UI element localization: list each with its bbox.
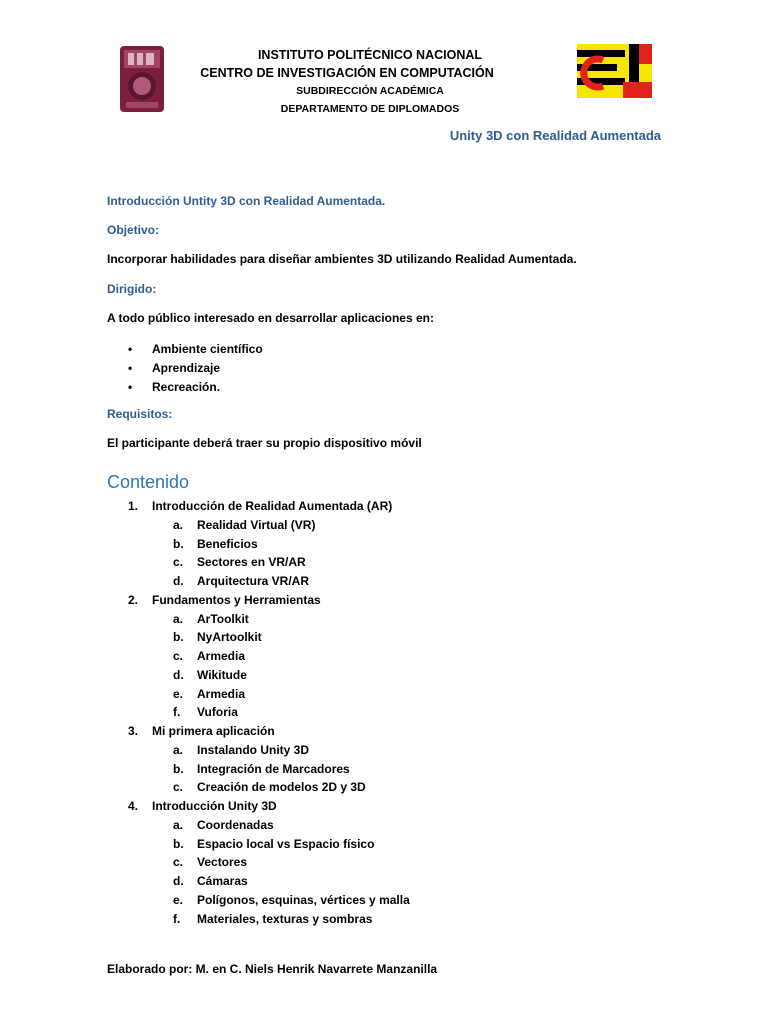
institution-header [180, 46, 560, 118]
audience-text: A todo público interesado en desarrollar aplicaciones en: [107, 311, 434, 325]
subitem-text: ArToolkit [197, 611, 249, 626]
contents-subitem [128, 835, 410, 854]
contents-section [128, 497, 410, 516]
subitem-letter: e. [173, 686, 184, 701]
contents-section [128, 722, 410, 741]
contents-subitem [128, 572, 410, 591]
audience-list [128, 340, 263, 397]
list-item: • Recreación. [128, 378, 263, 397]
contents-subitem [128, 760, 410, 779]
cic-logo [577, 44, 652, 98]
section-number: 1. [128, 499, 139, 513]
subitem-text: Vuforia [197, 705, 238, 720]
section-title: Introducción Unity 3D [152, 799, 277, 813]
subitem-text: Armedia [197, 649, 246, 663]
intro-heading: Introducción Untity 3D con Realidad Aumentada. [107, 194, 386, 208]
subitem-letter: f. [173, 705, 181, 720]
subitem-text: Armedia [197, 686, 246, 701]
contents-subitem [128, 666, 410, 685]
subitem-text: Coordenadas [197, 817, 274, 832]
subitem-letter: c. [173, 780, 184, 795]
subitem-text: Wikitude [197, 667, 247, 682]
contents-section [128, 797, 410, 816]
subitem-text: Espacio local vs Espacio físico [197, 836, 375, 851]
section-title: Introducción de Realidad Aumentada (AR) [152, 499, 393, 513]
list-item: • Ambiente científico [128, 340, 263, 359]
contents-list [128, 497, 410, 928]
contents-subitem [128, 778, 410, 797]
section-number: 2. [128, 592, 139, 607]
contents-subitem [128, 703, 410, 722]
subitem-letter: a. [173, 611, 184, 626]
subitem-letter: a. [173, 817, 184, 832]
subitem-text: Arquitectura VR/AR [197, 574, 310, 588]
subitem-text: Instalando Unity 3D [197, 742, 310, 757]
section-title: Fundamentos y Herramientas [152, 592, 321, 607]
subitem-letter: c. [173, 855, 184, 870]
institution-name: INSTITUTO POLITÉCNICO NACIONAL [257, 48, 483, 62]
contents-subitem [128, 610, 410, 629]
contents-heading: Contenido [107, 472, 190, 492]
contents-subitem [128, 891, 410, 910]
subitem-letter: f. [173, 911, 181, 926]
subitem-letter: b. [173, 836, 184, 851]
subitem-letter: b. [173, 536, 184, 551]
subitem-letter: b. [173, 630, 184, 645]
subitem-text: Beneficios [197, 536, 258, 551]
section-number: 4. [128, 799, 139, 813]
contents-subitem [128, 628, 410, 647]
subitem-letter: d. [173, 874, 184, 888]
requirements-heading: Requisitos: [107, 407, 173, 421]
contents-subitem [128, 553, 410, 572]
department-name: DEPARTAMENTO DE DIPLOMADOS [280, 103, 460, 115]
objective-text: Incorporar habilidades para diseñar ambientes 3D utilizando Realidad Aumentada. [107, 252, 577, 266]
contents-subitem [128, 516, 410, 535]
contents-subitem [128, 647, 410, 666]
subitem-text: NyArtoolkit [197, 630, 262, 645]
section-number: 3. [128, 724, 139, 738]
subitem-letter: a. [173, 517, 184, 532]
subitem-letter: b. [173, 761, 184, 776]
list-item: • Aprendizaje [128, 359, 263, 378]
contents-subitem [128, 741, 410, 760]
subitem-letter: d. [173, 667, 184, 682]
subitem-text: Materiales, texturas y sombras [197, 911, 373, 926]
contents-subitem [128, 535, 410, 554]
subitem-text: Cámaras [197, 874, 248, 888]
contents-subitem [128, 872, 410, 891]
contents-subitem [128, 853, 410, 872]
contents-subitem [128, 910, 410, 929]
contents-section [128, 591, 410, 610]
subitem-letter: c. [173, 649, 184, 663]
subitem-letter: a. [173, 742, 184, 757]
subdirection-name: SUBDIRECCIÓN ACADÉMICA [296, 85, 444, 97]
contents-subitem [128, 816, 410, 835]
subitem-text: Polígonos, esquinas, vértices y malla [197, 892, 410, 907]
subitem-text: Creación de modelos 2D y 3D [197, 780, 366, 795]
subitem-letter: e. [173, 892, 184, 907]
subitem-text: Realidad Virtual (VR) [197, 517, 316, 532]
objective-heading: Objetivo: [107, 223, 160, 237]
course-title: Unity 3D con Realidad Aumentada [449, 128, 661, 143]
subitem-text: Integración de Marcadores [197, 761, 350, 776]
requirements-text: El participante deberá traer su propio dispositivo móvil [107, 436, 422, 450]
section-title: Mi primera aplicación [152, 724, 275, 738]
subitem-text: Vectores [197, 855, 248, 870]
author-footer: Elaborado por: M. en C. Niels Henrik Navarrete Manzanilla [107, 962, 438, 976]
audience-heading: Dirigido: [107, 282, 157, 296]
contents-subitem [128, 685, 410, 704]
subitem-text: Sectores en VR/AR [197, 555, 306, 570]
subitem-letter: c. [173, 555, 184, 570]
subitem-letter: d. [173, 574, 184, 588]
center-name: CENTRO DE INVESTIGACIÓN EN COMPUTACIÓN [200, 66, 494, 80]
